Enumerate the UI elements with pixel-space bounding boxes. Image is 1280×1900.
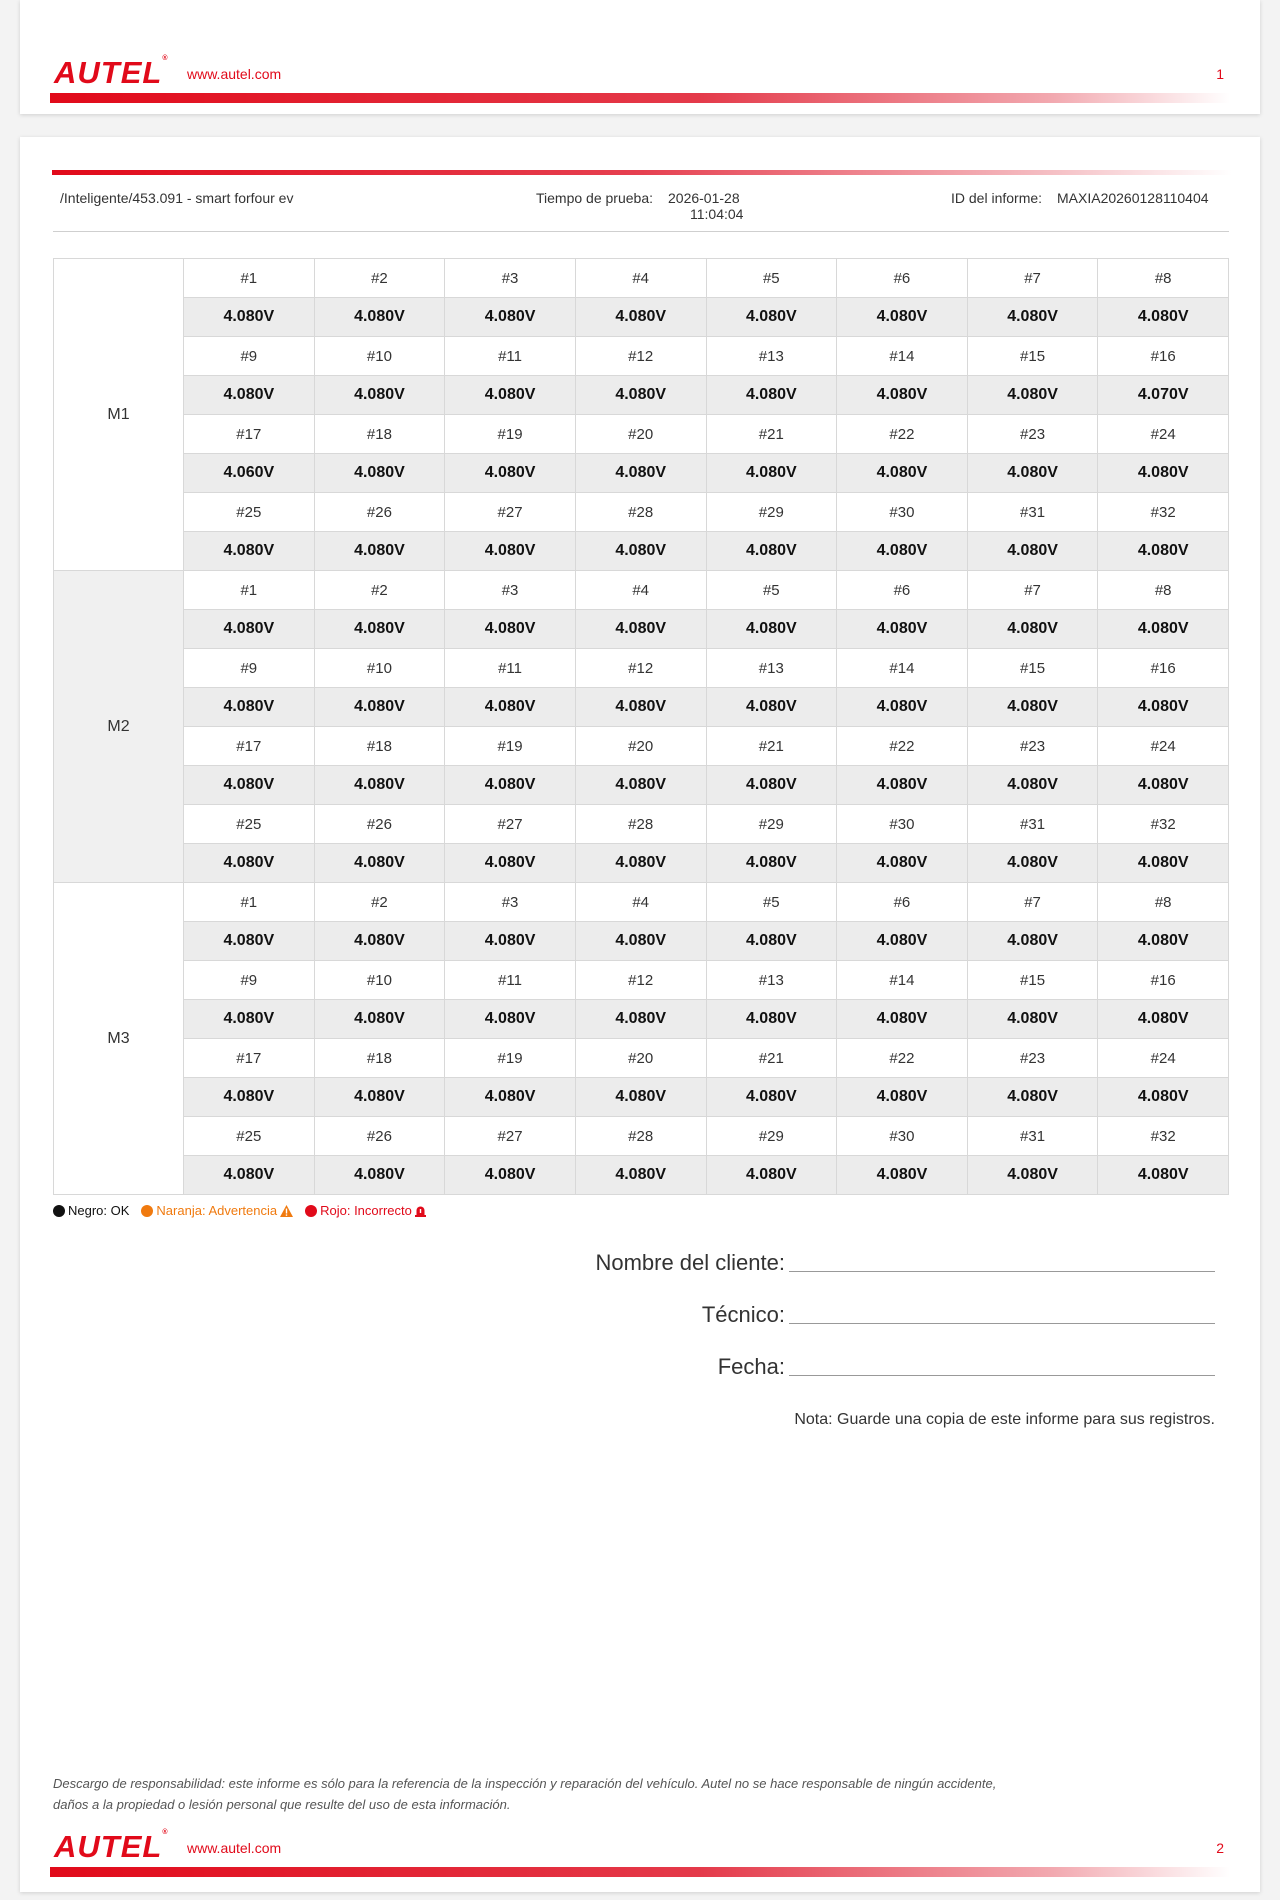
cell-voltage: 4.080V: [1098, 532, 1229, 571]
cell-number: #17: [184, 415, 315, 454]
cell-voltage: 4.080V: [837, 532, 968, 571]
cell-voltage: 4.080V: [575, 532, 706, 571]
cell-label-row: [54, 805, 1229, 844]
cell-voltage: 4.080V: [184, 922, 315, 961]
cell-number: #19: [445, 415, 576, 454]
cell-number: #30: [837, 493, 968, 532]
cell-number: #6: [837, 571, 968, 610]
test-time-label: Tiempo de prueba:: [536, 190, 653, 206]
cell-voltage-row: [54, 1156, 1229, 1195]
cell-voltage: 4.080V: [967, 922, 1098, 961]
cell-voltage: 4.080V: [184, 298, 315, 337]
cell-voltage-row: [54, 454, 1229, 493]
cell-number: #29: [706, 1117, 837, 1156]
technician-label: Técnico:: [701, 1302, 785, 1327]
legend-warning-label: Naranja: Advertencia: [156, 1203, 278, 1218]
cell-voltage-row: [54, 376, 1229, 415]
cell-number: #20: [575, 1039, 706, 1078]
autel-url-footer[interactable]: www.autel.com: [187, 1840, 282, 1856]
cell-voltage: 4.080V: [314, 766, 445, 805]
cell-number: #16: [1098, 961, 1229, 1000]
cell-voltage: 4.080V: [575, 298, 706, 337]
cell-voltage: 4.080V: [837, 844, 968, 883]
cell-number: #4: [575, 883, 706, 922]
cell-number: #6: [837, 259, 968, 298]
cell-voltage: 4.080V: [314, 844, 445, 883]
customer-name-line[interactable]: [789, 1271, 1215, 1272]
cell-voltage: 4.080V: [575, 610, 706, 649]
legend-ok: [53, 1203, 129, 1218]
cell-voltage: 4.060V: [184, 454, 315, 493]
cell-voltage: 4.080V: [575, 766, 706, 805]
disclaimer-line-1: Descargo de responsabilidad: este informe es sólo para la referencia de la inspección y reparación del vehículo. Autel no se hace responsable de ningún accidente,: [53, 1776, 997, 1791]
cell-number: #18: [314, 727, 445, 766]
report-page-2: [20, 137, 1260, 1892]
cell-number: #22: [837, 1039, 968, 1078]
cell-number: #29: [706, 493, 837, 532]
cell-number: #12: [575, 961, 706, 1000]
cell-voltage: 4.080V: [967, 766, 1098, 805]
cell-number: #18: [314, 1039, 445, 1078]
legend-incorrect-label: Rojo: Incorrecto: [320, 1203, 412, 1218]
cell-number: #10: [314, 961, 445, 1000]
cell-number: #2: [314, 259, 445, 298]
module-name: M2: [54, 571, 184, 883]
cell-voltage: 4.080V: [314, 454, 445, 493]
cell-number: #17: [184, 1039, 315, 1078]
cell-voltage-row: [54, 610, 1229, 649]
orange-dot-icon: [141, 1205, 153, 1217]
cell-voltage: 4.080V: [706, 1000, 837, 1039]
cell-voltage: 4.080V: [837, 1156, 968, 1195]
cell-number: #4: [575, 571, 706, 610]
cell-number: #32: [1098, 1117, 1229, 1156]
cell-number: #24: [1098, 1039, 1229, 1078]
cell-voltage: 4.080V: [184, 1000, 315, 1039]
disclaimer: [53, 1773, 1173, 1815]
cell-number: #23: [967, 1039, 1098, 1078]
cell-voltage-row: [54, 688, 1229, 727]
cell-number: #1: [184, 883, 315, 922]
cell-voltage-row: [54, 1078, 1229, 1117]
legend-warning: [141, 1203, 293, 1218]
cell-number: #13: [706, 961, 837, 1000]
cell-number: #28: [575, 805, 706, 844]
cell-number: #26: [314, 1117, 445, 1156]
legend-ok-label: Negro: OK: [68, 1203, 130, 1218]
cell-voltage: 4.080V: [184, 844, 315, 883]
cell-number: #11: [445, 337, 576, 376]
cell-voltage: 4.080V: [314, 1156, 445, 1195]
cell-voltage: 4.080V: [314, 688, 445, 727]
cell-number: #9: [184, 961, 315, 1000]
cell-number: #23: [967, 415, 1098, 454]
cell-label-row: [54, 337, 1229, 376]
cell-voltage-row: [54, 532, 1229, 571]
cell-number: #3: [445, 259, 576, 298]
cell-voltage: 4.080V: [314, 1000, 445, 1039]
cell-voltage: 4.080V: [575, 844, 706, 883]
cell-voltage: 4.080V: [575, 376, 706, 415]
cell-voltage: 4.080V: [967, 298, 1098, 337]
cell-voltage: 4.080V: [575, 454, 706, 493]
vehicle-path: /Inteligente/453.091 - smart forfour ev: [60, 190, 294, 206]
technician-line[interactable]: [789, 1323, 1215, 1324]
module-name: M3: [54, 883, 184, 1195]
cell-number: #13: [706, 337, 837, 376]
cell-number: #13: [706, 649, 837, 688]
cell-voltage: 4.080V: [184, 1156, 315, 1195]
warning-triangle-icon: [280, 1205, 293, 1217]
cell-label-row: [54, 1039, 1229, 1078]
cell-number: #17: [184, 727, 315, 766]
cell-voltage: 4.080V: [706, 922, 837, 961]
cell-voltage: 4.080V: [575, 1000, 706, 1039]
cell-number: #15: [967, 961, 1098, 1000]
cell-voltage: 4.080V: [575, 1078, 706, 1117]
cell-voltage: 4.080V: [706, 844, 837, 883]
cell-voltage: 4.080V: [1098, 1156, 1229, 1195]
cell-voltage: 4.080V: [837, 688, 968, 727]
report-note: Nota: Guarde una copia de este informe para sus registros.: [794, 1411, 1215, 1428]
cell-label-row: [54, 493, 1229, 532]
date-line[interactable]: [789, 1375, 1215, 1376]
cell-voltage: 4.080V: [445, 610, 576, 649]
cell-label-row: [54, 649, 1229, 688]
cell-label-row: [54, 415, 1229, 454]
cell-voltage: 4.080V: [967, 1156, 1098, 1195]
cell-voltage: 4.080V: [837, 610, 968, 649]
cell-voltage: 4.080V: [445, 922, 576, 961]
cell-number: #12: [575, 337, 706, 376]
cell-label-row: [54, 259, 1229, 298]
cell-number: #10: [314, 337, 445, 376]
cell-number: #8: [1098, 259, 1229, 298]
legend-incorrect: [305, 1203, 426, 1218]
cell-voltage: 4.080V: [445, 688, 576, 727]
cell-voltage: 4.080V: [445, 298, 576, 337]
cell-voltage: 4.080V: [445, 1156, 576, 1195]
cell-voltage: 4.080V: [967, 1000, 1098, 1039]
cell-number: #11: [445, 961, 576, 1000]
red-dot-icon: [305, 1205, 317, 1217]
cell-voltage: 4.080V: [1098, 610, 1229, 649]
cell-voltage: 4.080V: [314, 1078, 445, 1117]
cell-number: #31: [967, 1117, 1098, 1156]
cell-number: #22: [837, 727, 968, 766]
cell-voltage: 4.080V: [445, 766, 576, 805]
cell-number: #4: [575, 259, 706, 298]
cell-number: #3: [445, 883, 576, 922]
report-page-1: [20, 0, 1260, 114]
cell-number: #10: [314, 649, 445, 688]
cell-voltage: 4.080V: [314, 298, 445, 337]
cell-voltage: 4.080V: [575, 922, 706, 961]
cell-number: #25: [184, 805, 315, 844]
cell-voltage: 4.080V: [445, 1078, 576, 1117]
cell-voltage: 4.080V: [706, 376, 837, 415]
cell-voltage: 4.080V: [706, 1078, 837, 1117]
cell-number: #18: [314, 415, 445, 454]
cell-number: #19: [445, 727, 576, 766]
cell-number: #27: [445, 1117, 576, 1156]
cell-voltage: 4.080V: [1098, 298, 1229, 337]
cell-voltage: 4.080V: [445, 844, 576, 883]
cell-voltage: 4.080V: [837, 1000, 968, 1039]
report-id: MAXIA20260128110404: [1057, 190, 1209, 206]
cell-number: #30: [837, 1117, 968, 1156]
cell-voltage: 4.080V: [837, 454, 968, 493]
footer-red-bar-2: [50, 1867, 1230, 1877]
cell-voltage-row: [54, 766, 1229, 805]
cell-number: #3: [445, 571, 576, 610]
cell-number: #28: [575, 1117, 706, 1156]
cell-voltage: 4.080V: [967, 532, 1098, 571]
cell-voltage: 4.080V: [445, 454, 576, 493]
test-clock: 11:04:04: [690, 206, 744, 222]
cell-voltage: 4.080V: [1098, 766, 1229, 805]
cell-voltage-row: [54, 1000, 1229, 1039]
cell-voltage: 4.080V: [837, 298, 968, 337]
cell-number: #20: [575, 415, 706, 454]
cell-voltage: 4.080V: [184, 532, 315, 571]
page-number-2: 2: [1216, 1840, 1224, 1856]
cell-voltage-row: [54, 922, 1229, 961]
cell-voltage: 4.080V: [314, 922, 445, 961]
cell-number: #7: [967, 259, 1098, 298]
cell-number: #14: [837, 649, 968, 688]
cell-number: #15: [967, 649, 1098, 688]
cell-number: #27: [445, 805, 576, 844]
cell-voltage: 4.080V: [1098, 844, 1229, 883]
cell-label-row: [54, 1117, 1229, 1156]
cell-number: #26: [314, 805, 445, 844]
cell-number: #9: [184, 337, 315, 376]
autel-url[interactable]: www.autel.com: [187, 66, 282, 82]
cell-number: #26: [314, 493, 445, 532]
cell-number: #25: [184, 493, 315, 532]
cell-number: #24: [1098, 727, 1229, 766]
cell-voltage: 4.080V: [706, 532, 837, 571]
cell-voltage: 4.080V: [184, 610, 315, 649]
cell-number: #31: [967, 805, 1098, 844]
cell-number: #7: [967, 571, 1098, 610]
cell-number: #5: [706, 883, 837, 922]
cell-voltage: 4.080V: [1098, 454, 1229, 493]
cell-voltage-row: [54, 844, 1229, 883]
cell-number: #32: [1098, 493, 1229, 532]
cell-voltage: 4.080V: [967, 376, 1098, 415]
footer-red-bar: [50, 93, 1230, 103]
cell-voltage: 4.080V: [184, 376, 315, 415]
cell-number: #2: [314, 571, 445, 610]
cell-label-row: [54, 883, 1229, 922]
cell-voltage: 4.080V: [445, 532, 576, 571]
cell-voltage-row: [54, 298, 1229, 337]
cell-number: #16: [1098, 337, 1229, 376]
cell-voltage: 4.080V: [1098, 1078, 1229, 1117]
cell-number: #30: [837, 805, 968, 844]
cell-number: #16: [1098, 649, 1229, 688]
module-name: M1: [54, 259, 184, 571]
page-number: 1: [1216, 66, 1224, 82]
cell-number: #8: [1098, 883, 1229, 922]
cell-voltage: 4.080V: [575, 688, 706, 727]
cell-voltage: 4.080V: [445, 376, 576, 415]
autel-logo: AUTEL®: [54, 55, 169, 90]
cell-voltage: 4.080V: [706, 1156, 837, 1195]
cell-voltage: 4.080V: [706, 454, 837, 493]
cell-voltage: 4.080V: [967, 454, 1098, 493]
cell-number: #21: [706, 415, 837, 454]
cell-number: #23: [967, 727, 1098, 766]
cell-label-row: [54, 571, 1229, 610]
cell-voltage: 4.080V: [314, 610, 445, 649]
cell-number: #1: [184, 571, 315, 610]
cell-number: #21: [706, 727, 837, 766]
report-id-label: ID del informe:: [951, 190, 1043, 206]
cell-number: #20: [575, 727, 706, 766]
cell-number: #31: [967, 493, 1098, 532]
alarm-icon: [415, 1205, 426, 1217]
test-date: 2026-01-28: [668, 190, 740, 206]
black-dot-icon: [53, 1205, 65, 1217]
cell-number: #12: [575, 649, 706, 688]
cell-label-row: [54, 727, 1229, 766]
cell-label-row: [54, 961, 1229, 1000]
cell-number: #5: [706, 259, 837, 298]
cell-number: #1: [184, 259, 315, 298]
cell-voltage: 4.080V: [1098, 688, 1229, 727]
header-divider: [53, 231, 1229, 232]
cell-number: #14: [837, 961, 968, 1000]
cell-number: #19: [445, 1039, 576, 1078]
cell-number: #32: [1098, 805, 1229, 844]
cell-voltage: 4.080V: [445, 1000, 576, 1039]
cell-voltage: 4.080V: [967, 610, 1098, 649]
cell-number: #7: [967, 883, 1098, 922]
cell-voltage: 4.080V: [967, 688, 1098, 727]
cell-number: #24: [1098, 415, 1229, 454]
cell-voltage: 4.080V: [837, 1078, 968, 1117]
cell-voltage: 4.080V: [706, 610, 837, 649]
cell-number: #8: [1098, 571, 1229, 610]
cell-voltage: 4.080V: [314, 532, 445, 571]
customer-name-label: Nombre del cliente:: [595, 1250, 785, 1275]
cell-voltage: 4.080V: [967, 1078, 1098, 1117]
disclaimer-line-2: daños a la propiedad o lesión personal que resulte del uso de esta información.: [53, 1797, 511, 1812]
legend: [53, 1203, 434, 1218]
cell-number: #5: [706, 571, 837, 610]
cell-voltage: 4.080V: [837, 766, 968, 805]
cell-voltage: 4.080V: [967, 844, 1098, 883]
header-red-bar: [52, 170, 1232, 175]
cell-voltage: 4.070V: [1098, 376, 1229, 415]
cell-number: #21: [706, 1039, 837, 1078]
cell-voltage-table: [53, 258, 1229, 1195]
cell-number: #11: [445, 649, 576, 688]
cell-voltage: 4.080V: [184, 688, 315, 727]
cell-voltage: 4.080V: [837, 922, 968, 961]
cell-number: #29: [706, 805, 837, 844]
cell-voltage: 4.080V: [184, 1078, 315, 1117]
cell-voltage: 4.080V: [1098, 922, 1229, 961]
cell-voltage: 4.080V: [314, 376, 445, 415]
cell-number: #25: [184, 1117, 315, 1156]
cell-number: #28: [575, 493, 706, 532]
date-label: Fecha:: [717, 1354, 785, 1379]
cell-voltage: 4.080V: [1098, 1000, 1229, 1039]
cell-voltage: 4.080V: [706, 766, 837, 805]
cell-number: #14: [837, 337, 968, 376]
cell-number: #15: [967, 337, 1098, 376]
cell-number: #22: [837, 415, 968, 454]
cell-voltage: 4.080V: [575, 1156, 706, 1195]
cell-voltage: 4.080V: [706, 688, 837, 727]
cell-number: #2: [314, 883, 445, 922]
autel-logo-footer: AUTEL®: [54, 1829, 169, 1864]
cell-number: #6: [837, 883, 968, 922]
cell-voltage: 4.080V: [837, 376, 968, 415]
cell-voltage: 4.080V: [706, 298, 837, 337]
cell-number: #9: [184, 649, 315, 688]
cell-voltage: 4.080V: [184, 766, 315, 805]
cell-number: #27: [445, 493, 576, 532]
